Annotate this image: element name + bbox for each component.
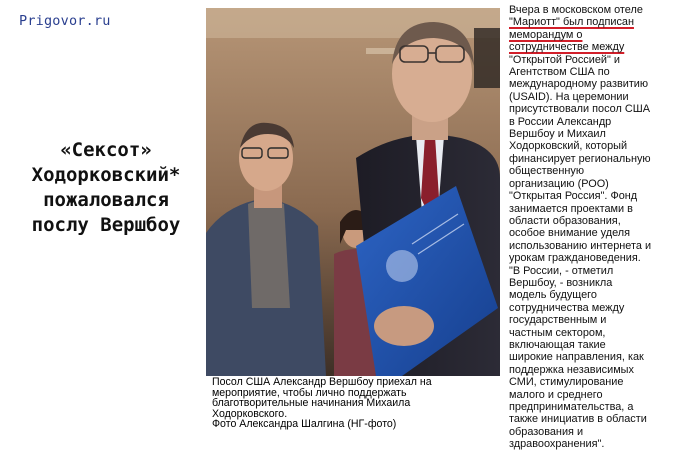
article-line: финансирует региональную (509, 152, 651, 165)
article-line: частным сектором, (509, 326, 606, 339)
article-line: "Открытой Россией" и (509, 53, 620, 66)
caption-line: благотворительные начинания Михаила (212, 397, 411, 409)
headline-line: Ходорковский* (31, 164, 181, 186)
headline (8, 138, 204, 238)
article-line: предпринимательства, а (509, 401, 634, 413)
article-line: "Открытая Россия". Фонд (509, 190, 638, 203)
article-line: государственным и (509, 314, 607, 327)
article-line: особое внимание уделя (509, 227, 631, 240)
article-line: занимается проектами в (509, 202, 633, 215)
article-line: урокам граждановедения. (509, 252, 641, 265)
article-line: сотрудничества между (509, 301, 625, 314)
article-line: здравоохранения". (509, 438, 605, 451)
caption-line: Ходорковского. (212, 407, 288, 420)
article-line: организацию (РОО) (509, 177, 609, 190)
photo-caption (212, 377, 474, 430)
article-line: (USAID). На церемонии (509, 90, 629, 103)
article-line: модель будущего (509, 289, 597, 302)
article-line-highlighted: сотрудничестве между (509, 41, 625, 54)
article-line: широкие направления, как (509, 351, 644, 364)
article-line: использованию интернета и (509, 239, 652, 252)
news-photo (206, 8, 500, 376)
caption-line: мероприятие, чтобы лично поддержать (212, 386, 407, 399)
article-line: малого и среднего (509, 388, 603, 401)
caption-credit: Фото Александра Шалгина (НГ-фото) (212, 418, 397, 430)
article-line: Вчера в московском отеле (509, 4, 643, 16)
article-text (509, 4, 677, 451)
article-line: области образования, (509, 214, 621, 227)
article-line: образования и (509, 425, 584, 438)
caption-line: Посол США Александр Вершбоу приехал на (212, 376, 432, 388)
headline-line: пожаловался (43, 189, 169, 211)
article-line: включающая такие (509, 338, 606, 351)
article-line: СМИ, стимулирование (509, 376, 624, 389)
site-name[interactable]: Prigovor.ru (19, 13, 111, 29)
article-line: присутствовали посол США (509, 103, 650, 116)
article-line-highlighted: "Мариотт" был подписан (509, 16, 634, 29)
headline-line: послу Вершбоу (31, 214, 181, 236)
article-line: также инициатив в области (509, 413, 647, 426)
article-line: Вершбоу, - возникла (509, 276, 613, 289)
article-line: международному развитию (509, 78, 649, 91)
article-line: "В России, - отметил (509, 264, 614, 277)
article-line: Агентством США по (509, 66, 610, 79)
headline-line: «Сексот» (60, 139, 152, 161)
article-line: поддержка независимых (509, 363, 634, 376)
article-line: общественную (509, 165, 584, 178)
article-line: в России Александр (509, 115, 612, 128)
article-line: Ходорковский, который (509, 140, 628, 153)
article-line: Вершбоу и Михаил (509, 128, 606, 141)
article-line-highlighted: меморандум о (509, 28, 583, 41)
